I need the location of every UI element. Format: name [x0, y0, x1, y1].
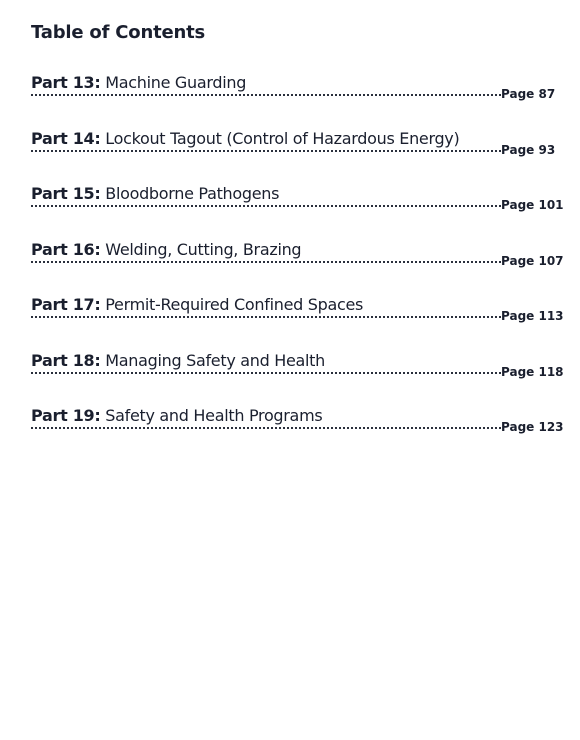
toc-page-number: Page 118: [501, 364, 564, 379]
toc-part-number: Part 16:: [31, 239, 101, 259]
toc-page-number: Page 101: [501, 198, 564, 212]
toc-part-number: Part 18:: [31, 350, 101, 370]
toc-heading: [31, 72, 501, 96]
toc-part-number: Part 14:: [31, 128, 101, 148]
toc-part-name: Welding, Cutting, Brazing: [105, 239, 302, 259]
toc-heading: [31, 294, 501, 318]
page-title: Table of Contents: [31, 22, 206, 43]
toc-page-number: Page 123: [501, 420, 564, 434]
toc-page-number: Page 93: [501, 142, 556, 157]
toc-part-name: Permit-Required Confined Spaces: [105, 295, 364, 314]
toc-entry-part-19[interactable]: [31, 405, 564, 461]
toc-part-name: Safety and Health Programs: [105, 406, 323, 425]
toc-entry-part-17[interactable]: [31, 294, 564, 350]
toc-entry-part-16[interactable]: [31, 239, 564, 295]
toc-part-name: Machine Guarding: [105, 73, 247, 92]
toc-entry-part-15[interactable]: [31, 183, 564, 239]
toc-part-number: Part 13:: [31, 73, 101, 92]
toc-heading: [31, 405, 501, 429]
toc-heading: [31, 183, 501, 207]
toc-part-name: Lockout Tagout (Control of Hazardous Energy): [105, 128, 460, 148]
toc-list: [31, 72, 564, 461]
toc-heading: [31, 239, 501, 263]
toc-part-number: Part 19:: [31, 406, 101, 425]
toc-entry-part-13[interactable]: [31, 72, 561, 128]
toc-heading: [31, 350, 501, 374]
toc-entry-part-14[interactable]: [31, 128, 561, 184]
toc-part-name: Bloodborne Pathogens: [105, 184, 280, 203]
toc-part-number: Part 15:: [31, 184, 101, 203]
toc-part-name: Managing Safety and Health: [105, 350, 325, 370]
toc-page-number: Page 113: [501, 309, 564, 323]
toc-page-number: Page 87: [501, 87, 556, 101]
toc-page-number: Page 107: [501, 253, 564, 268]
toc-heading: [31, 128, 501, 152]
toc-part-number: Part 17:: [31, 295, 101, 314]
toc-entry-part-18[interactable]: [31, 350, 564, 406]
